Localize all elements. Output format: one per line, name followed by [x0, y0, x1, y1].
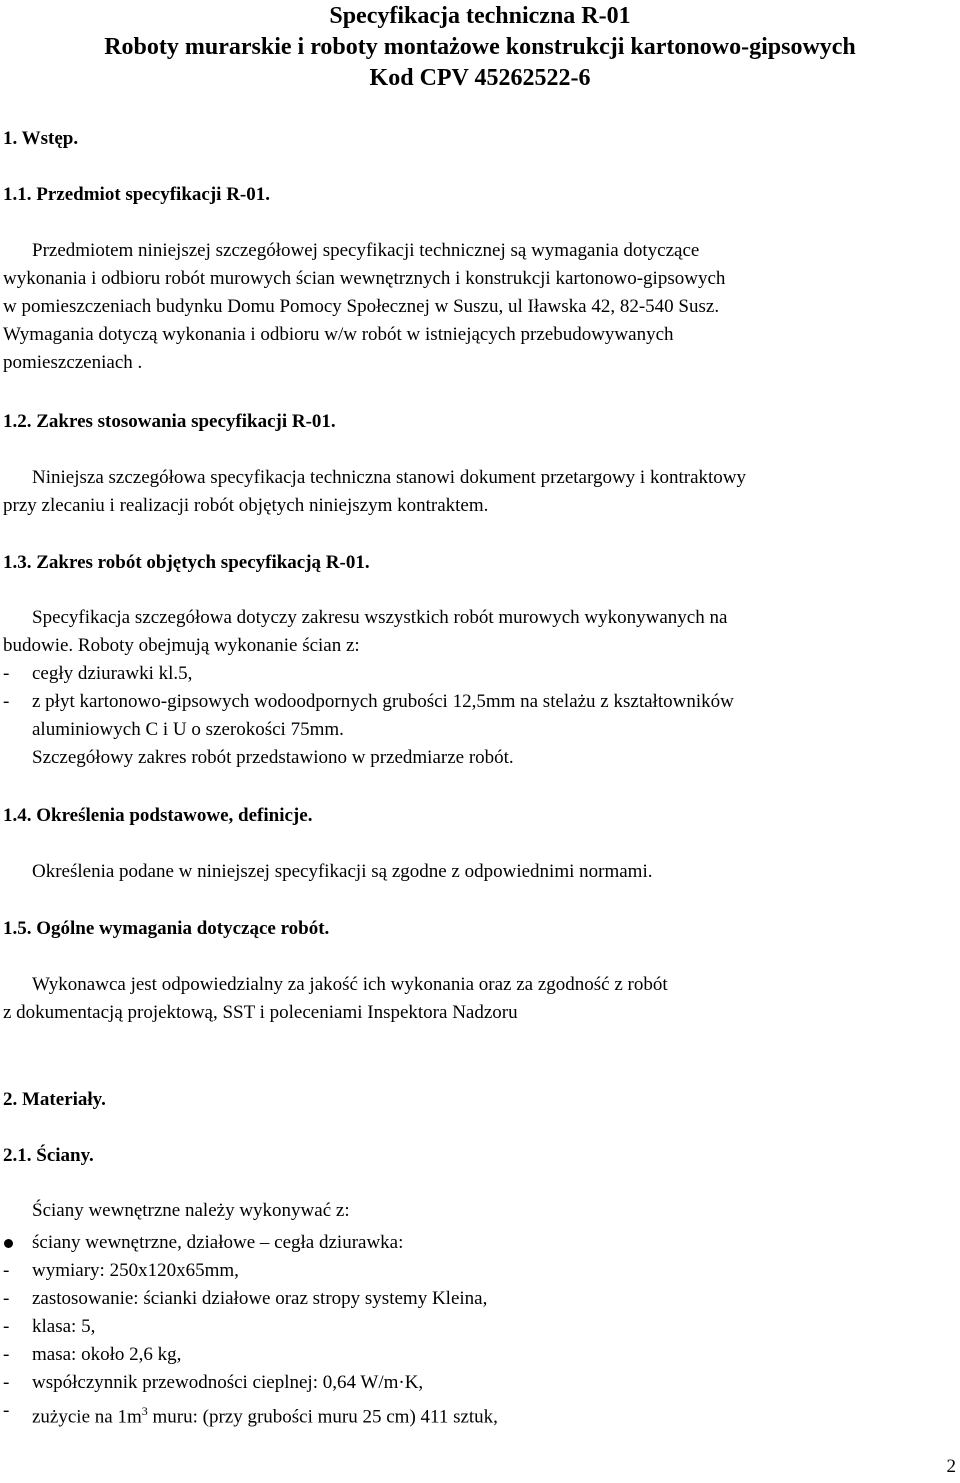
heading-2-1: 2.1. Ściany.	[3, 1145, 94, 1166]
list-item: zastosowanie: ścianki działowe oraz stropy systemy Kleina,	[32, 1288, 488, 1309]
dash-marker: -	[3, 1260, 10, 1281]
list-item-usage	[32, 1397, 498, 1431]
doc-cpv-code: Kod CPV 45262522-6	[369, 65, 591, 91]
para-1-1-line: Przedmiotem niniejszej szczegółowej specyfikacji technicznej są wymagania dotyczące	[32, 240, 700, 261]
dash-marker: -	[3, 691, 10, 712]
list-item: masa: około 2,6 kg,	[32, 1344, 182, 1365]
para-1-5-line: Wykonawca jest odpowiedzialny za jakość ich wykonania oraz za zgodność z robót	[32, 974, 668, 995]
list-item: cegły dziurawki kl.5,	[32, 663, 193, 684]
heading-2: 2. Materiały.	[3, 1089, 106, 1110]
dash-marker: -	[3, 663, 10, 684]
doc-title: Specyfikacja techniczna R-01	[329, 3, 631, 29]
list-item: wymiary: 250x120x65mm,	[32, 1260, 239, 1281]
para-1-1-line: w pomieszczeniach budynku Domu Pomocy Społecznej w Suszu, ul Iławska 42, 82-540 Susz.	[3, 296, 720, 317]
para-1-3-line: budowie. Roboty obejmują wykonanie ścian z:	[3, 635, 360, 656]
list-item-continuation: aluminiowych C i U o szerokości 75mm.	[32, 719, 344, 740]
superscript-3: 3	[141, 1404, 148, 1418]
heading-1: 1. Wstęp.	[3, 128, 79, 149]
dash-marker: -	[3, 1316, 10, 1337]
heading-1-2: 1.2. Zakres stosowania specyfikacji R-01.	[3, 411, 336, 432]
dash-marker: -	[3, 1400, 10, 1421]
para-1-3-line: Specyfikacja szczegółowa dotyczy zakresu wszystkich robót murowych wykonywanych na	[32, 607, 728, 628]
para-2-1-intro: Ściany wewnętrzne należy wykonywać z:	[32, 1200, 350, 1221]
heading-1-4: 1.4. Określenia podstawowe, definicje.	[3, 805, 313, 826]
list-item: współczynnik przewodności cieplnej: 0,64 W/m·K,	[32, 1372, 424, 1393]
bullet-icon	[4, 1239, 13, 1248]
para-1-3-tail: Szczegółowy zakres robót przedstawiono w przedmiarze robót.	[32, 747, 514, 768]
para-1-4: Określenia podane w niniejszej specyfikacji są zgodne z odpowiednimi normami.	[32, 861, 653, 882]
para-1-5-line: z dokumentacją projektową, SST i poleceniami Inspektora Nadzoru	[3, 1002, 518, 1023]
para-1-2-line: przy zlecaniu i realizacji robót objętych niniejszym kontraktem.	[3, 495, 489, 516]
list-item: klasa: 5,	[32, 1316, 96, 1337]
heading-1-1: 1.1. Przedmiot specyfikacji R-01.	[3, 184, 270, 205]
heading-1-5: 1.5. Ogólne wymagania dotyczące robót.	[3, 918, 330, 939]
para-1-2-line: Niniejsza szczegółowa specyfikacja techniczna stanowi dokument przetargowy i kontraktowy	[32, 467, 747, 488]
list-item: z płyt kartonowo-gipsowych wodoodpornych grubości 12,5mm na stelażu z kształtowników	[32, 691, 734, 712]
doc-subtitle: Roboty murarskie i roboty montażowe konstrukcji kartonowo-gipsowych	[104, 34, 856, 60]
page-number: 2	[946, 1456, 956, 1477]
dash-marker: -	[3, 1288, 10, 1309]
para-1-1-line: Wymagania dotyczą wykonania i odbioru w/w robót w istniejących przebudowywanych	[3, 324, 674, 345]
para-1-1-line: wykonania i odbioru robót murowych ścian wewnętrznych i konstrukcji kartonowo-gipsowych	[3, 268, 726, 289]
dash-marker: -	[3, 1344, 10, 1365]
para-1-1-line: pomieszczeniach .	[3, 352, 143, 373]
usage-text-post: muru: (przy grubości muru 25 cm) 411 sztuk,	[147, 1406, 498, 1428]
heading-1-3: 1.3. Zakres robót objętych specyfikacją R-01.	[3, 552, 370, 573]
dash-marker: -	[3, 1372, 10, 1393]
usage-text-pre: zużycie na 1m	[32, 1406, 142, 1428]
bullet-item: ściany wewnętrzne, działowe – cegła dziurawka:	[32, 1232, 404, 1253]
